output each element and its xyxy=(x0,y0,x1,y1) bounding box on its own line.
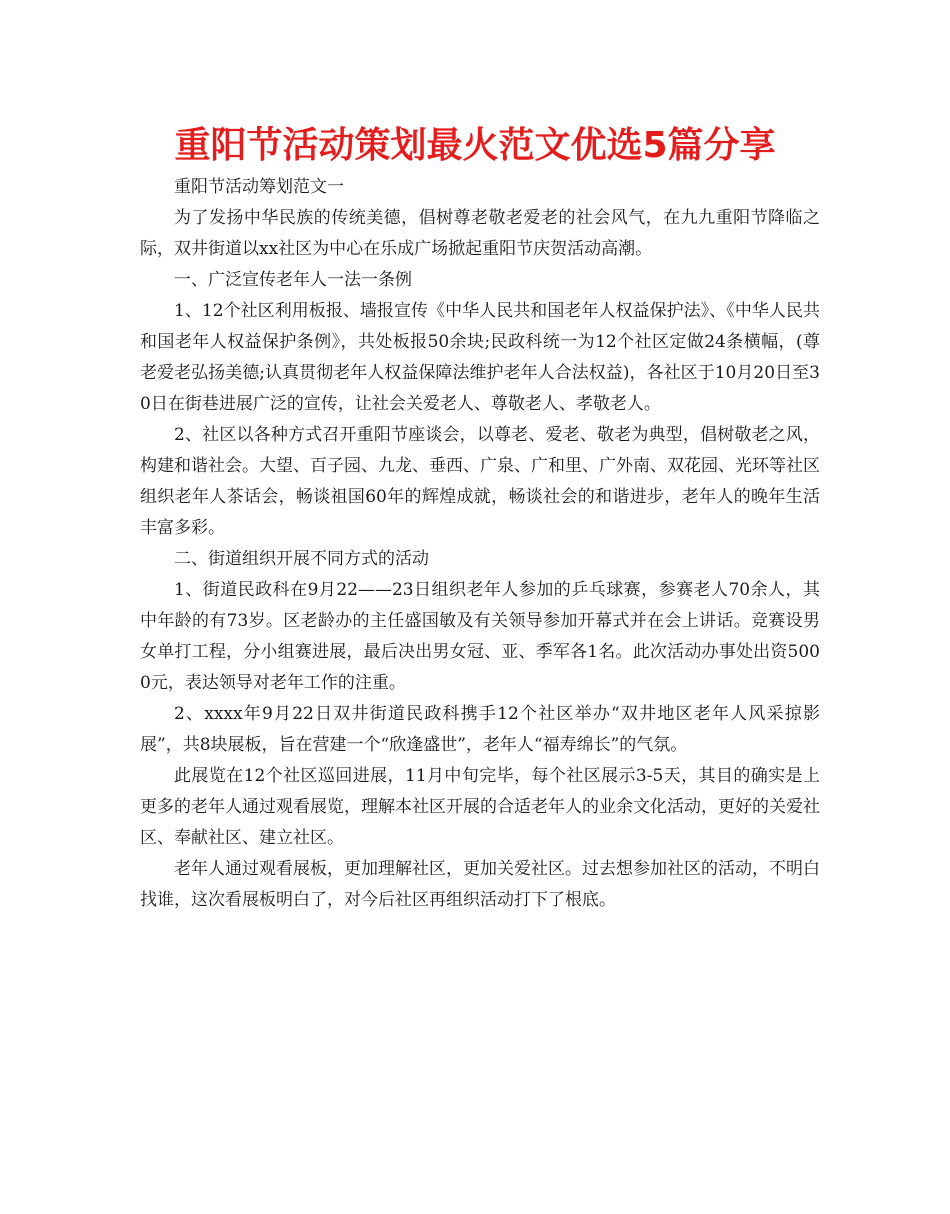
paragraph-exhibition: 此展览在12个社区巡回进展，11月中旬完毕，每个社区展示3-5天，其目的确实是上更多的老年人通过观看展览，理解本社区开展的合适老年人的业余文化活动，更好的关爱社区、奉献社区、建立社区。 xyxy=(140,766,820,848)
paragraph-1-1: 1、12个社区利用板报、墙报宣传《中华人民共和国老年人权益保护法》、《中华人民共和国老年人权益保护条例》，共处板报50余块;民政科统一为12个社区定做24条横幅，(尊老爱老弘扬美德;认真贯彻老年人权益保障法维护老年人合法权益)，各社区于10月20日至30日在街巷进展广泛的宣传，让社会关爱老人、尊敬老人、孝敬老人。 xyxy=(140,301,820,414)
paragraph-intro: 为了发扬中华民族的传统美德，倡树尊老敬老爱老的社会风气，在九九重阳节降临之际，双井街道以xx社区为中心在乐成广场掀起重阳节庆贺活动高潮。 xyxy=(140,208,820,259)
section-heading-1: 一、广泛宣传老年人一法一条例 xyxy=(174,270,412,290)
section-heading-2: 二、街道组织开展不同方式的活动 xyxy=(174,549,429,569)
paragraph-1-2: 2、社区以各种方式召开重阳节座谈会，以尊老、爱老、敬老为典型，倡树敬老之风，构建和谐社会。大望、百子园、九龙、垂西、广泉、广和里、广外南、双花园、光环等社区组织老年人茶话会，畅谈祖国60年的辉煌成就，畅谈社会的和谐进步，老年人的晚年生活丰富多彩。 xyxy=(140,425,820,538)
paragraph-2-1: 1、街道民政科在9月22——23日组织老年人参加的乒乓球赛，参赛老人70余人，其中年龄的有73岁。区老龄办的主任盛国敏及有关领导参加开幕式并在会上讲话。竞赛设男女单打工程，分小组赛进展，最后决出男女冠、亚、季军各1名。此次活动办事处出资5000元，表达领导对老年工作的注重。 xyxy=(140,580,820,693)
document-body xyxy=(140,172,820,916)
paragraph-closing: 老年人通过观看展板，更加理解社区，更加关爱社区。过去想参加社区的活动，不明白找谁，这次看展板明白了，对今后社区再组织活动打下了根底。 xyxy=(140,859,820,910)
document-title: 重阳节活动策划最火范文优选5篇分享 xyxy=(174,125,776,166)
section-subtitle: 重阳节活动筹划范文一 xyxy=(174,177,344,197)
paragraph-2-2: 2、xxxx年9月22日双井街道民政科携手12个社区举办“双井地区老年人风采掠影展”，共8块展板，旨在营建一个“欣逢盛世”，老年人“福寿绵长”的气氛。 xyxy=(140,704,820,755)
